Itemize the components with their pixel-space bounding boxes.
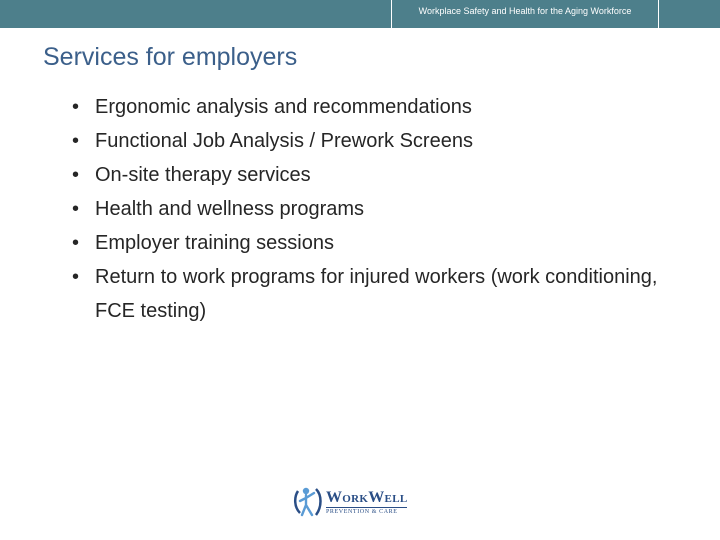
logo-wordmark: WorkWell (326, 488, 408, 506)
bullet-item: • Return to work programs for injured workers (work conditioning, FCE testing) (72, 260, 672, 328)
logo-tagline: PREVENTION & CARE (326, 507, 407, 515)
workwell-logo (292, 484, 424, 520)
header-bar (0, 0, 720, 28)
slide-title: Services for employers (43, 43, 298, 71)
bullet-item: • Functional Job Analysis / Prework Screens (72, 124, 672, 158)
bullet-item: • Health and wellness programs (72, 192, 672, 226)
bullet-list (72, 90, 672, 328)
header-title: Workplace Safety and Health for the Aging Workforce (391, 0, 659, 28)
bullet-item: • Employer training sessions (72, 226, 672, 260)
bullet-item: • Ergonomic analysis and recommendations (72, 90, 672, 124)
bullet-item: • On-site therapy services (72, 158, 672, 192)
person-figure-icon (292, 485, 324, 519)
